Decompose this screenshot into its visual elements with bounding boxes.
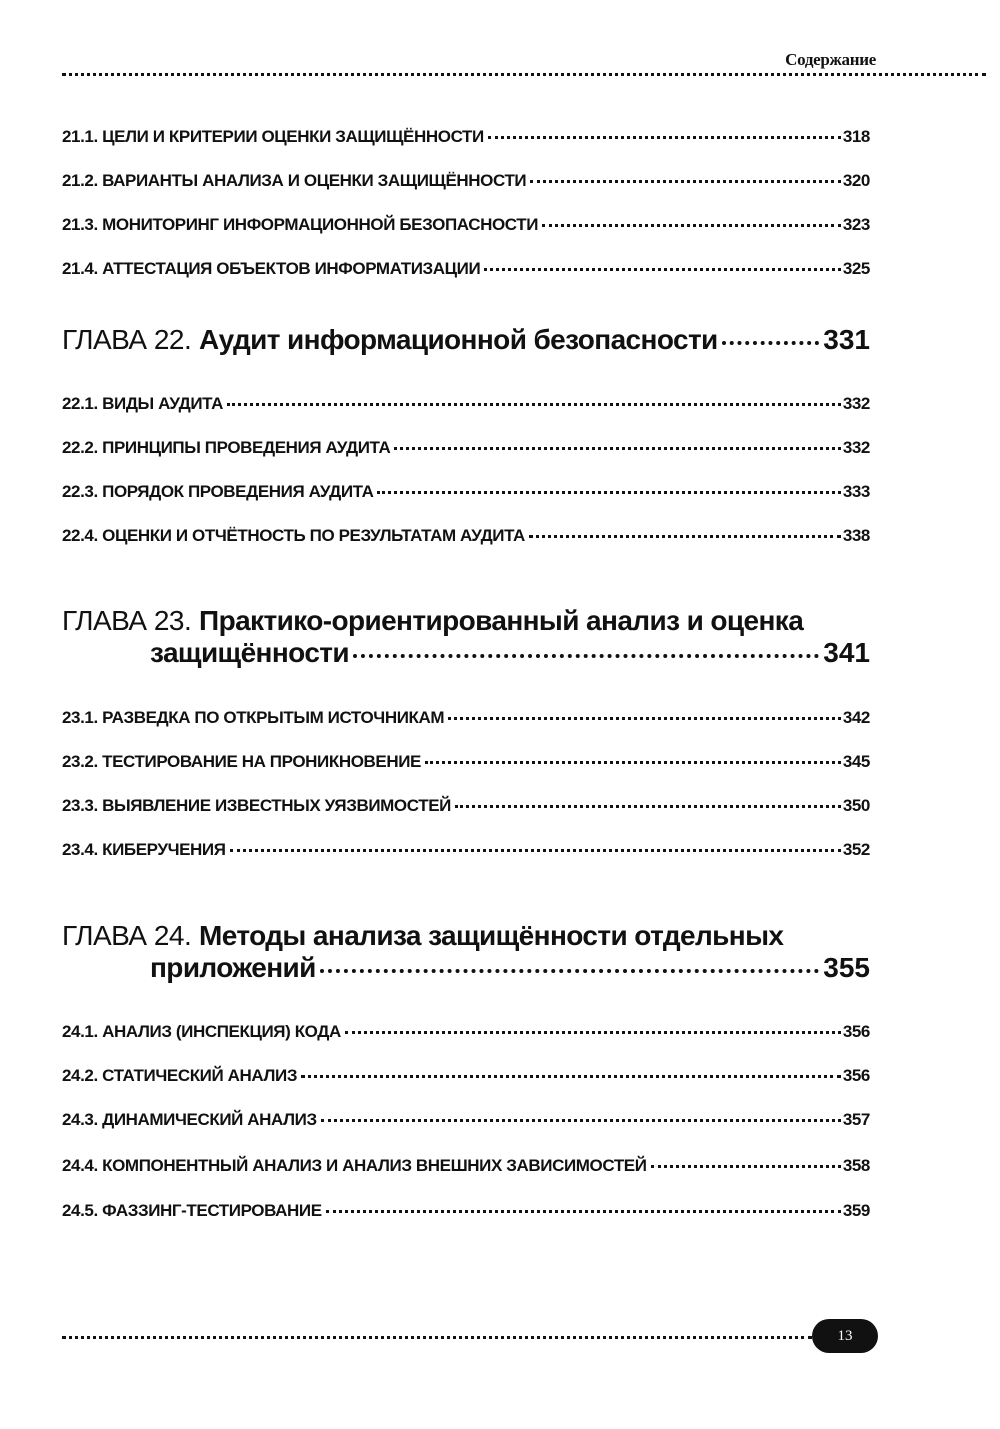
toc-entry[interactable]: [62, 795, 870, 817]
toc-entry[interactable]: [62, 1109, 870, 1131]
chapter-label: ГЛАВА 24.: [62, 920, 192, 951]
toc-entry[interactable]: [62, 393, 870, 415]
toc-entry[interactable]: [62, 839, 870, 861]
chapter-page: 355: [823, 952, 870, 983]
toc-entry-page: 350: [842, 796, 870, 815]
toc-entry[interactable]: [62, 214, 870, 236]
dot-leader: [542, 224, 841, 227]
dot-leader: [345, 1031, 841, 1034]
toc-entry[interactable]: [62, 1021, 870, 1043]
dot-leader: [394, 447, 840, 450]
toc-entry-page: 358: [842, 1156, 870, 1175]
chapter-heading[interactable]: [62, 920, 870, 984]
chapter-label: ГЛАВА 22.: [62, 324, 192, 355]
chapter-title-continued: приложений: [150, 952, 316, 983]
toc-entry[interactable]: [62, 1200, 870, 1222]
dot-leader: [529, 535, 841, 538]
toc-entry-text: 21.3. МОНИТОРИНГ ИНФОРМАЦИОННОЙ БЕЗОПАСНОСТИ: [62, 215, 539, 234]
chapter-page: 341: [823, 637, 870, 668]
toc-entry-text: 24.1. АНАЛИЗ (ИНСПЕКЦИЯ) КОДА: [62, 1022, 341, 1041]
toc-entry-page: 357: [842, 1110, 870, 1129]
dot-leader: [320, 969, 820, 973]
toc-entry[interactable]: [62, 525, 870, 547]
toc-entry[interactable]: [62, 258, 870, 280]
toc-entry-page: 338: [842, 526, 870, 545]
toc-entry-page: 325: [842, 259, 870, 278]
toc-entry-text: 21.4. АТТЕСТАЦИЯ ОБЪЕКТОВ ИНФОРМАТИЗАЦИИ: [62, 259, 481, 278]
toc-entry-text: 24.4. КОМПОНЕНТНЫЙ АНАЛИЗ И АНАЛИЗ ВНЕШНИХ ЗАВИСИМОСТЕЙ: [62, 1156, 647, 1175]
toc-entry[interactable]: [62, 707, 870, 729]
dot-leader: [530, 180, 841, 183]
dot-leader: [326, 1210, 841, 1213]
dot-leader: [425, 761, 841, 764]
dot-leader: [651, 1165, 841, 1168]
toc-entry-page: 356: [842, 1066, 870, 1085]
chapter-heading[interactable]: [62, 605, 870, 669]
toc-entry-page: 318: [842, 127, 870, 146]
chapter-page: 331: [823, 324, 870, 355]
toc-entry[interactable]: [62, 1065, 870, 1087]
toc-entry-text: 22.4. ОЦЕНКИ И ОТЧЁТНОСТЬ ПО РЕЗУЛЬТАТАМ АУДИТА: [62, 526, 525, 545]
toc-entry-text: 23.1. РАЗВЕДКА ПО ОТКРЫТЫМ ИСТОЧНИКАМ: [62, 708, 445, 727]
toc-entry-page: 352: [842, 840, 870, 859]
dot-leader: [301, 1075, 841, 1078]
dot-leader: [227, 403, 841, 406]
toc-entry-page: 359: [842, 1201, 870, 1220]
dot-leader: [377, 491, 840, 494]
chapter-heading[interactable]: [62, 324, 870, 356]
dot-leader: [455, 805, 841, 808]
dot-leader: [484, 268, 841, 271]
toc-entry-text: 24.2. СТАТИЧЕСКИЙ АНАЛИЗ: [62, 1066, 298, 1085]
toc-entry[interactable]: [62, 170, 870, 192]
toc-entry-page: 333: [842, 482, 870, 501]
toc-entry-page: 320: [842, 171, 870, 190]
dot-leader: [722, 341, 820, 345]
toc-entry-text: 21.2. ВАРИАНТЫ АНАЛИЗА И ОЦЕНКИ ЗАЩИЩЁННОСТИ: [62, 171, 527, 190]
running-title: Содержание: [785, 50, 876, 69]
chapter-title-continued: защищённости: [150, 637, 350, 668]
toc-entry[interactable]: [62, 1155, 870, 1177]
toc-entry-text: 22.2. ПРИНЦИПЫ ПРОВЕДЕНИЯ АУДИТА: [62, 438, 391, 457]
toc-entry-page: 332: [842, 438, 870, 457]
toc-entry-page: 345: [842, 752, 870, 771]
toc-entry-page: 323: [842, 215, 870, 234]
toc-entry-text: 24.5. ФАЗЗИНГ-ТЕСТИРОВАНИЕ: [62, 1201, 322, 1220]
toc-entry-text: 23.4. КИБЕРУЧЕНИЯ: [62, 840, 226, 859]
page-number-badge: 13: [812, 1319, 878, 1353]
toc-entry-page: 356: [842, 1022, 870, 1041]
toc-entry[interactable]: [62, 751, 870, 773]
chapter-title: Практико-ориентированный анализ и оценка: [199, 605, 804, 636]
toc-entry-page: 332: [842, 394, 870, 413]
toc-entry-text: 21.1. ЦЕЛИ И КРИТЕРИИ ОЦЕНКИ ЗАЩИЩЁННОСТИ: [62, 127, 484, 146]
toc-entry-text: 22.3. ПОРЯДОК ПРОВЕДЕНИЯ АУДИТА: [62, 482, 374, 501]
dot-leader: [488, 136, 841, 139]
chapter-label: ГЛАВА 23.: [62, 605, 192, 636]
toc-entry[interactable]: [62, 437, 870, 459]
dot-leader: [353, 654, 819, 658]
toc-entry-text: 22.1. ВИДЫ АУДИТА: [62, 394, 223, 413]
toc-entry-text: 23.3. ВЫЯВЛЕНИЕ ИЗВЕСТНЫХ УЯЗВИМОСТЕЙ: [62, 796, 451, 815]
toc-entry-page: 342: [842, 708, 870, 727]
toc-entry[interactable]: [62, 126, 870, 148]
toc-entry-text: 23.2. ТЕСТИРОВАНИЕ НА ПРОНИКНОВЕНИЕ: [62, 752, 421, 771]
toc-entry[interactable]: [62, 481, 870, 503]
header-dotted-rule: [62, 73, 986, 76]
footer-dotted-rule: [62, 1336, 812, 1339]
dot-leader: [321, 1119, 841, 1122]
dot-leader: [230, 849, 841, 852]
chapter-title: Методы анализа защищённости отдельных: [199, 920, 784, 951]
chapter-title: Аудит информационной безопасности: [199, 324, 718, 355]
dot-leader: [448, 717, 841, 720]
toc-entry-text: 24.3. ДИНАМИЧЕСКИЙ АНАЛИЗ: [62, 1110, 317, 1129]
